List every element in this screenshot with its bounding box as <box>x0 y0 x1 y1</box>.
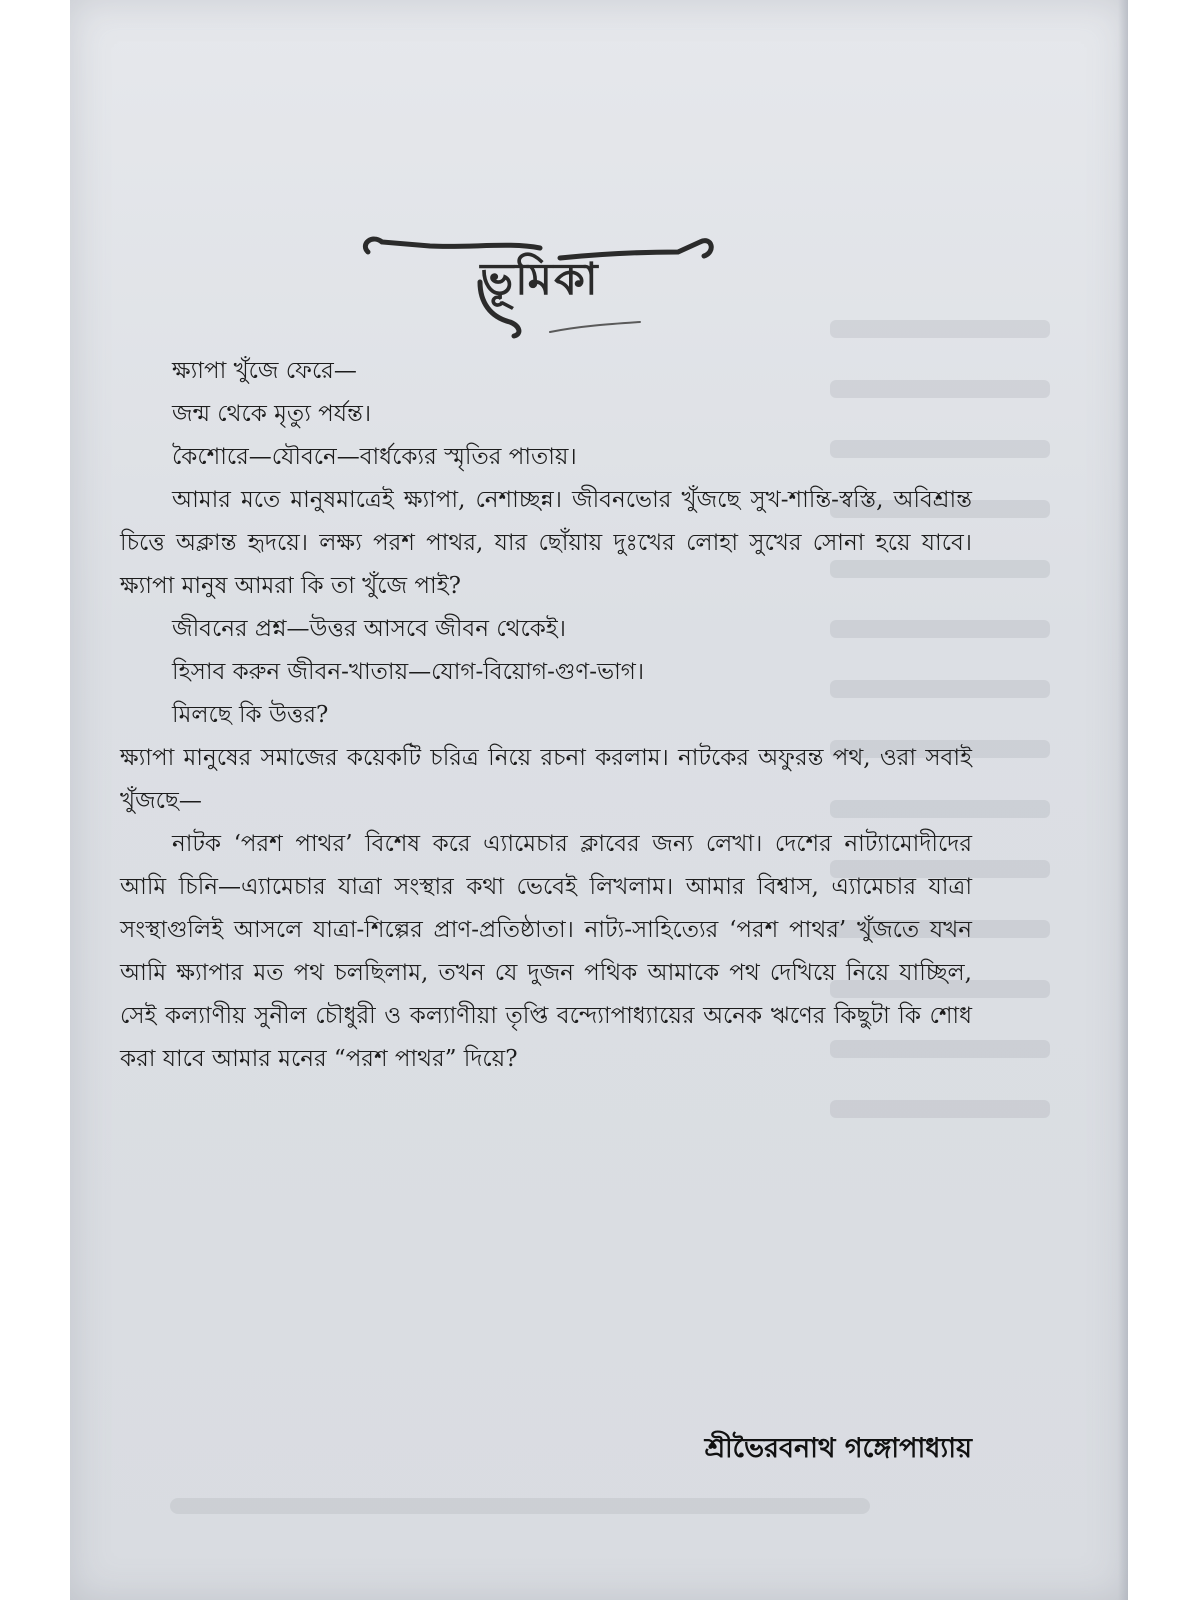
heading-block <box>360 222 720 342</box>
preface-paragraph: কৈশোরে—যৌবনে—বার্ধক্যের স্মৃতির পাতায়। <box>172 444 577 470</box>
show-through-footer <box>170 1498 870 1514</box>
preface-paragraph: জন্ম থেকে মৃত্যু পর্যন্ত। <box>172 401 372 427</box>
preface-paragraph: নাটক ‘পরশ পাথর’ বিশেষ করে এ্যামেচার ক্লাবের জন্য লেখা। দেশের নাট্যামোদীদের আমি চিনি—এ্যামেচার যাত্রা সংস্থার কথা ভেবেই লিখলাম। আমার বিশ্বাস, এ্যামেচার যাত্রা সংস্থাগুলিই আসলে যাত্রা-শিল্পের প্রাণ-প্রতিষ্ঠাতা। নাট্য-সাহিত্যের ‘পরশ পাথর’ খুঁজতে যখন আমি ক্ষ্যাপার মত পথ চলছিলাম, তখন যে দুজন পথিক আমাকে পথ দেখিয়ে নিয়ে যাচ্ছিল, সেই কল্যাণীয় সুনীল চৌধুরী ও কল্যাণীয়া তৃপ্তি বন্দ্যোপাধ্যায়ের অনেক ঋণের কিছুটা কি শোধ করা যাবে আমার মনের “পরশ পাথর” দিয়ে? <box>120 831 972 1072</box>
preface-paragraph: আমার মতে মানুষমাত্রেই ক্ষ্যাপা, নেশাচ্ছন্ন। জীবনভোর খুঁজছে সুখ-শান্তি-স্বস্তি, অবিশ্রান্ত চিত্তে অক্লান্ত হৃদয়ে। লক্ষ্য পরশ পাথর, যার ছোঁয়ায় দুঃখের লোহা সুখের সোনা হয়ে যাবে। ক্ষ্যাপা মানুষ আমরা কি তা খুঁজে পাই? <box>120 487 972 599</box>
page-edge-shadow <box>1118 0 1128 1600</box>
author-signature: শ্রীভৈরবনাথ গঙ্গোপাধ্যায় <box>704 1433 972 1464</box>
preface-paragraph: ক্ষ্যাপা মানুষের সমাজের কয়েকটি চরিত্র নিয়ে রচনা করলাম। নাটকের অফুরন্ত পথ, ওরা সবাই খুঁজছে— <box>120 745 972 814</box>
preface-paragraph: হিসাব করুন জীবন-খাতায়—যোগ-বিয়োগ-গুণ-ভাগ। <box>172 659 645 685</box>
book-page <box>70 0 1128 1600</box>
preface-paragraph: জীবনের প্রশ্ন—উত্তর আসবে জীবন থেকেই। <box>172 616 566 642</box>
preface-body <box>120 350 972 1081</box>
page-title: ভূমিকা <box>480 254 600 305</box>
preface-paragraph: মিলছে কি উত্তর? <box>172 702 329 728</box>
preface-paragraph: ক্ষ্যাপা খুঁজে ফেরে— <box>172 358 357 384</box>
